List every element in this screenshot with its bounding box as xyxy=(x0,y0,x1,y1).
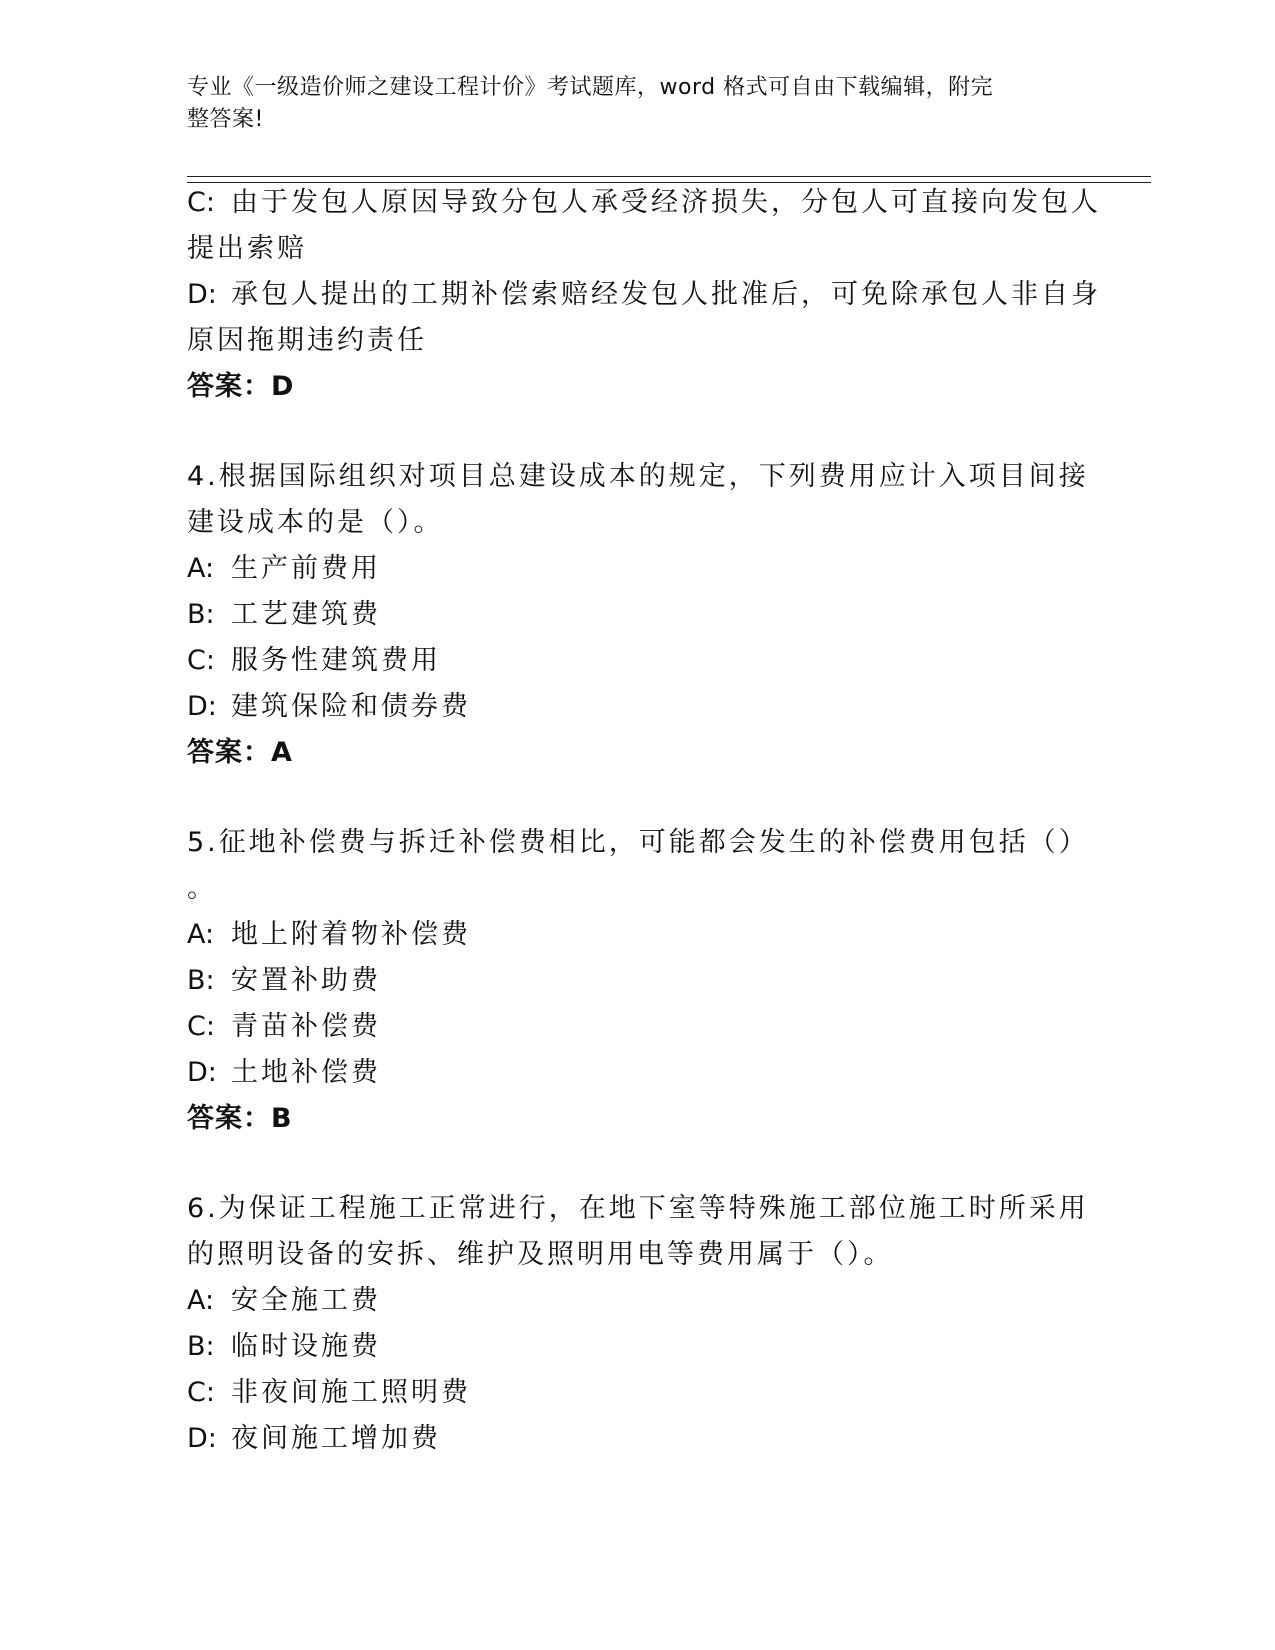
option-key: C: xyxy=(187,187,215,218)
option-text: 非夜间施工照明费 xyxy=(231,1377,471,1408)
spacer xyxy=(187,1142,1077,1186)
option-d xyxy=(187,684,1077,730)
option-key: A: xyxy=(187,1285,215,1316)
option-c-continuation: 提出索赔 xyxy=(187,233,307,264)
header-line-2: 整答案! xyxy=(187,107,264,132)
answer-line: 答案：B xyxy=(187,1103,293,1134)
option-c xyxy=(187,1370,1077,1416)
option-key: D: xyxy=(187,1057,217,1088)
option-text: 安置补助费 xyxy=(231,965,381,996)
question-stem-continuation: 建设成本的是（）。 xyxy=(187,507,444,538)
option-key: C: xyxy=(187,645,215,676)
answer-line: 答案：A xyxy=(187,737,293,768)
option-key: B: xyxy=(187,1331,215,1362)
option-text: 临时设施费 xyxy=(231,1331,381,1362)
option-a xyxy=(187,1278,1077,1324)
question-stem-continuation: 的照明设备的安拆、维护及照明用电等费用属于（）。 xyxy=(187,1239,894,1270)
answer-line: 答案：D xyxy=(187,371,295,402)
question-5 xyxy=(187,820,1089,1142)
option-a xyxy=(187,912,1077,958)
option-c xyxy=(187,638,1077,684)
option-key: B: xyxy=(187,599,215,630)
option-text: 土地补偿费 xyxy=(231,1057,381,1088)
option-d xyxy=(187,1050,1077,1096)
option-c xyxy=(187,180,1101,226)
question-stem: 6.为保证工程施工正常进行，在地下室等特殊施工部位施工时所采用 xyxy=(187,1193,1089,1224)
option-c xyxy=(187,1004,1077,1050)
question-6 xyxy=(187,1186,1089,1462)
option-text: 青苗补偿费 xyxy=(231,1011,381,1042)
option-d xyxy=(187,272,1101,318)
option-key: C: xyxy=(187,1011,215,1042)
spacer xyxy=(187,776,1077,820)
prev-question xyxy=(187,180,1101,410)
question-stem: 4.根据国际组织对项目总建设成本的规定，下列费用应计入项目间接 xyxy=(187,461,1089,492)
option-key: D: xyxy=(187,691,217,722)
option-text: 夜间施工增加费 xyxy=(231,1423,441,1454)
option-key: A: xyxy=(187,919,215,950)
option-text: 地上附着物补偿费 xyxy=(231,919,471,950)
option-text: 安全施工费 xyxy=(231,1285,381,1316)
spacer xyxy=(187,410,1077,454)
option-key: B: xyxy=(187,965,215,996)
option-d xyxy=(187,1416,1077,1462)
option-text: 建筑保险和债券费 xyxy=(231,691,471,722)
question-body xyxy=(187,180,1101,1462)
option-a xyxy=(187,546,1077,592)
option-text: 承包人提出的工期补偿索赔经发包人批准后，可免除承包人非自身 xyxy=(231,279,1101,310)
question-4 xyxy=(187,454,1089,776)
header-divider-top xyxy=(187,176,1151,177)
option-key: C: xyxy=(187,1377,215,1408)
option-b xyxy=(187,592,1077,638)
option-text: 工艺建筑费 xyxy=(231,599,381,630)
option-text: 服务性建筑费用 xyxy=(231,645,441,676)
option-text: 生产前费用 xyxy=(231,553,381,584)
option-b xyxy=(187,958,1077,1004)
header-line-1: 专业《一级造价师之建设工程计价》考试题库，word 格式可自由下载编辑，附完 xyxy=(187,75,994,100)
question-stem-continuation: 。 xyxy=(187,873,217,904)
document-header xyxy=(187,72,1067,136)
option-key: D: xyxy=(187,1423,217,1454)
option-key: D: xyxy=(187,279,217,310)
question-stem: 5.征地补偿费与拆迁补偿费相比，可能都会发生的补偿费用包括（） xyxy=(187,827,1089,858)
option-d-continuation: 原因拖期违约责任 xyxy=(187,325,427,356)
option-b xyxy=(187,1324,1077,1370)
option-key: A: xyxy=(187,553,215,584)
option-text: 由于发包人原因导致分包人承受经济损失，分包人可直接向发包人 xyxy=(231,187,1101,218)
